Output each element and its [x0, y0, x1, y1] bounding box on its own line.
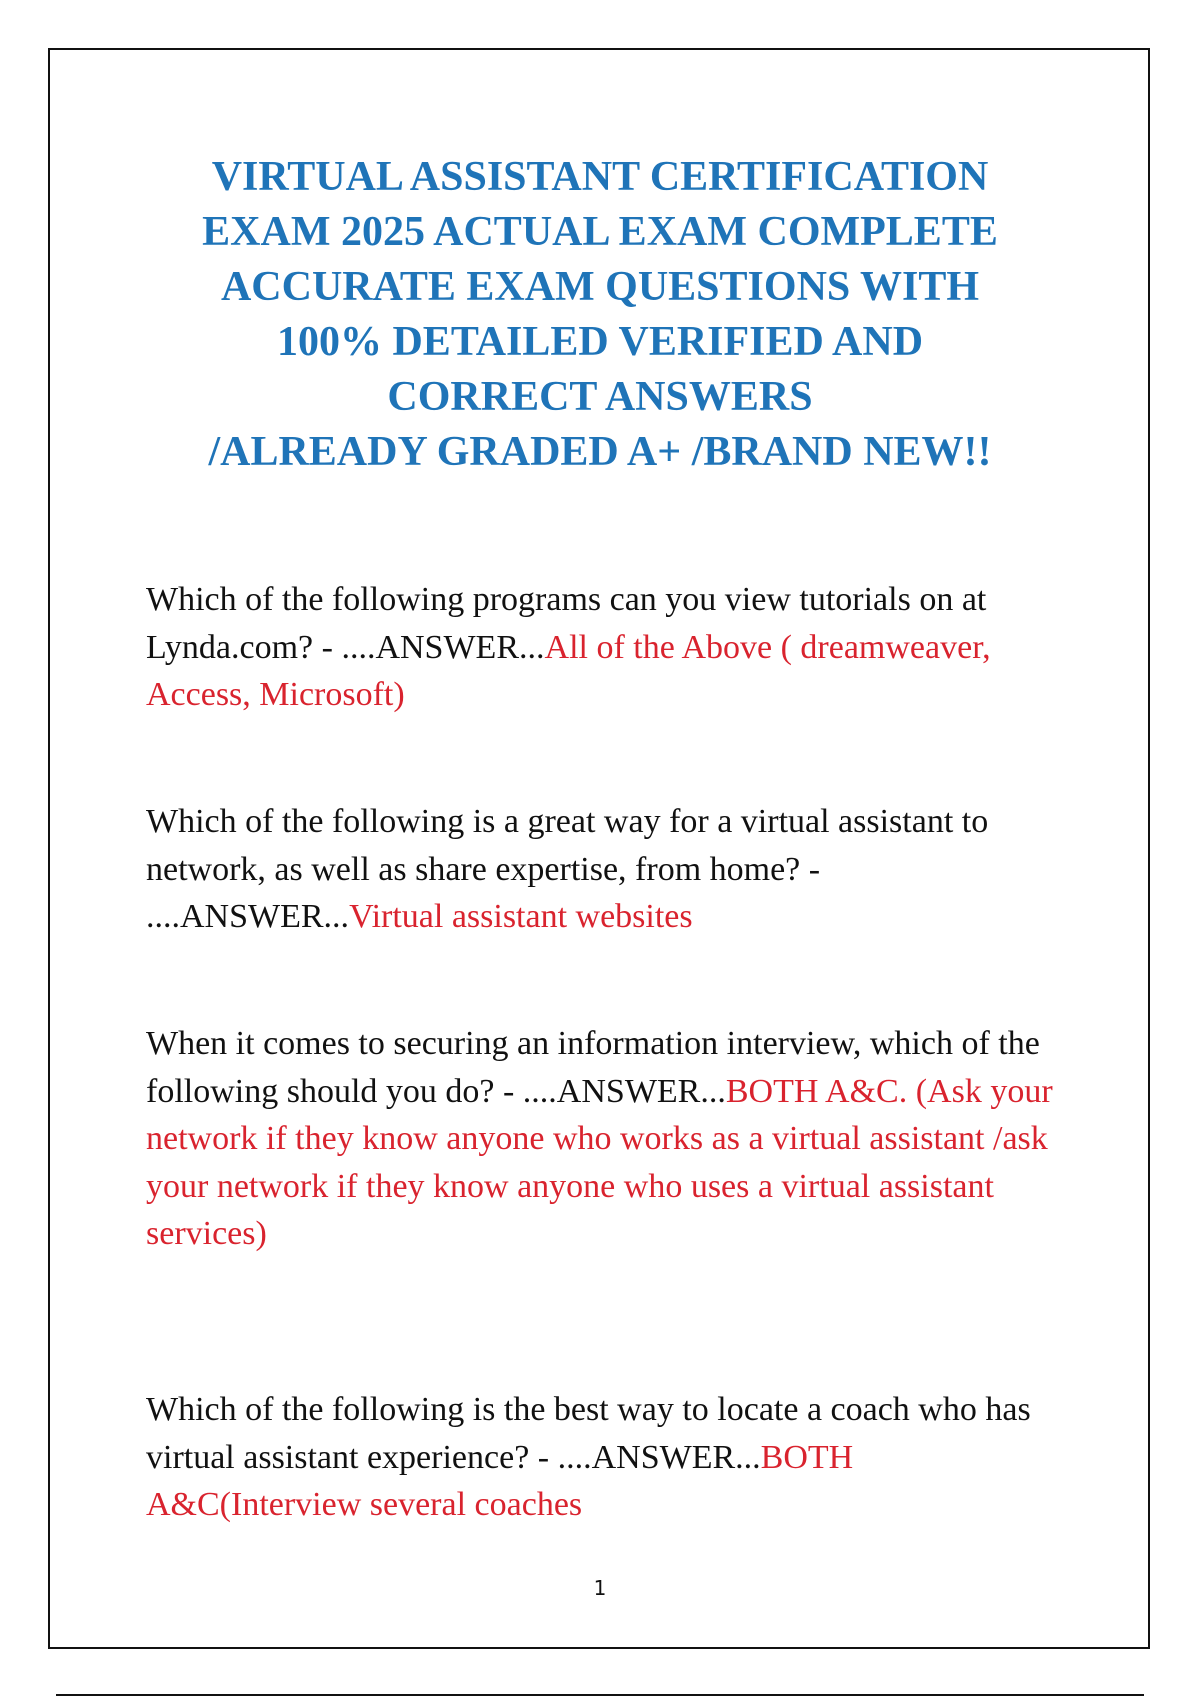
question-text: Which of the following programs can you view tutorials on at Lynda.com?: [146, 581, 987, 666]
question-text: When it comes to securing an information interview, which of the following should you do?: [146, 1025, 1040, 1110]
answer-text: BOTH A&C. (Ask your network if they know anyone who works as a virtual assistant /ask your network if they know anyone who uses a virtual assistant services): [146, 1072, 1053, 1252]
title-line: VIRTUAL ASSISTANT CERTIFICATION: [211, 154, 989, 200]
answer-marker: - ....ANSWER...: [502, 1072, 726, 1110]
question-text: Which of the following is a great way for a virtual assistant to network, as well as share expertise, from home?: [146, 803, 989, 888]
qa-item-4: [146, 1386, 1056, 1529]
title-line: 100% DETAILED VERIFIED AND: [276, 319, 924, 365]
qa-item-1: [146, 576, 1056, 719]
title-line: ACCURATE EXAM QUESTIONS WITH: [220, 264, 980, 310]
answer-marker: - ....ANSWER...: [537, 1438, 761, 1476]
answer-text: All of the Above ( dreamweaver, Access, Microsoft): [146, 628, 991, 713]
title-line: /ALREADY GRADED A+ /BRAND NEW!!: [208, 429, 992, 475]
qa-item-2: [146, 798, 1056, 941]
answer-marker: - ....ANSWER...: [146, 850, 821, 935]
next-page-top-border: [56, 1694, 1144, 1696]
answer-marker: - ....ANSWER...: [321, 628, 545, 666]
document-title: [100, 150, 1100, 480]
answer-text: Virtual assistant websites: [349, 898, 693, 935]
title-line: EXAM 2025 ACTUAL EXAM COMPLETE: [202, 209, 998, 255]
answer-text: BOTH A&C(Interview several coaches: [146, 1438, 854, 1523]
page-number: 1: [593, 1576, 607, 1600]
title-line: CORRECT ANSWERS: [387, 374, 813, 420]
question-text: Which of the following is the best way to locate a coach who has virtual assistant experience?: [146, 1391, 1031, 1476]
qa-item-3: [146, 1020, 1056, 1258]
